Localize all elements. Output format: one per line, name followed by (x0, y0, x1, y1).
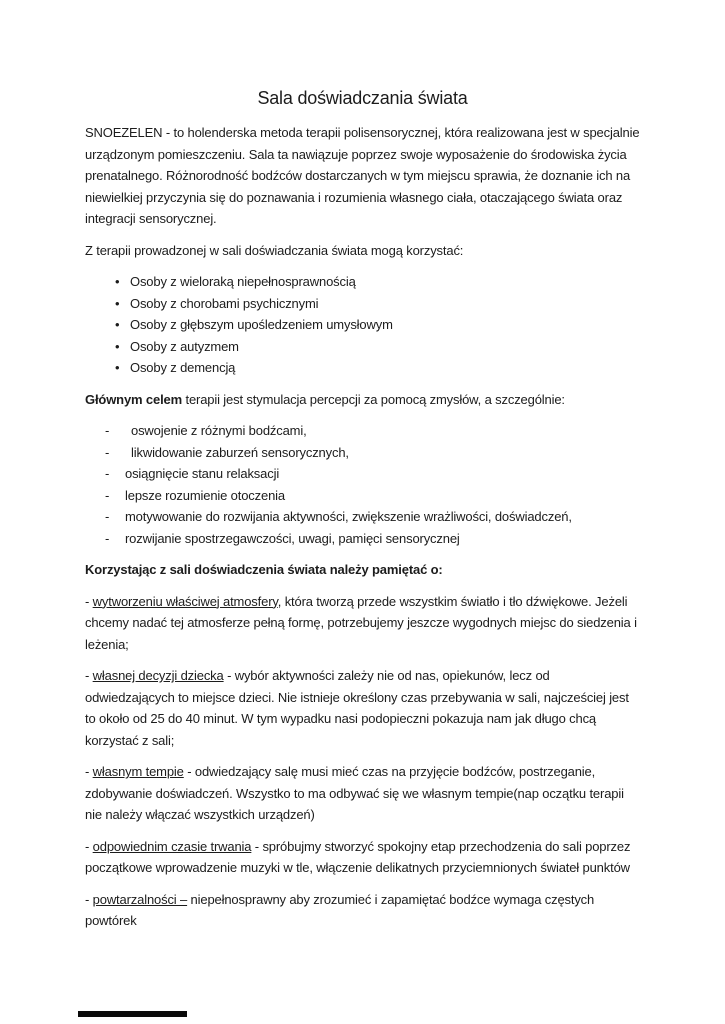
list-item-text: lepsze rozumienie otoczenia (125, 487, 285, 503)
goals-lead-rest: terapii jest stymulacja percepcji za pomocą zmysłów, a szczególnie: (182, 391, 565, 407)
rule-term-underlined: odpowiednim czasie trwania (92, 838, 252, 854)
rule-paragraph-child-decision (85, 665, 640, 751)
rule-paragraph-duration (85, 836, 640, 879)
list-item-text: oswojenie z różnymi bodźcami, (131, 423, 307, 438)
bullet-icon: • (115, 295, 120, 311)
users-list (85, 271, 640, 379)
list-item (85, 293, 640, 315)
list-item-text: likwidowanie zaburzeń sensorycznych, (131, 444, 349, 460)
list-item (85, 442, 640, 464)
list-item-text: Osoby z głębszym upośledzeniem umysłowym (130, 317, 393, 332)
rule-text: , która tworzą przede wszystkim światło i tło dźwiękowe. Jeżeli chcemy nadać tej atmosferze pełną formę, potrzebujemy jeszcze wygodnych miejsc do siedzenia i leżenia; (85, 593, 637, 652)
intro-paragraph: SNOEZELEN - to holenderska metoda terapii polisensorycznej, która realizowana jest w specjalnie urządzonym pomieszczeniu. Sala ta nawiązuje poprzez swoje wyposażenie do środowiska życia prenatalnego. Różnorodność bodźców dostarczanych w tym miejscu sprawia, że doznanie ich na niewielkiej przyczynia się do poznawania i rozumienia własnego ciała, otaczającego świata oraz integracji sensorycznej. (85, 125, 640, 226)
dash-icon: - (105, 487, 110, 503)
rule-term-underlined: powtarzalności – (92, 891, 188, 907)
list-item-text: osiągnięcie stanu relaksacji (125, 466, 280, 481)
bullet-icon: • (115, 317, 120, 332)
list-item (85, 506, 640, 528)
list-item-text: Osoby z wieloraką niepełnosprawnością (130, 274, 356, 289)
list-item-text: motywowanie do rozwijania aktywności, zwiększenie wrażliwości, doświadczeń, (125, 509, 572, 524)
bullet-icon: • (115, 274, 120, 289)
list-item (85, 336, 640, 358)
list-item (85, 420, 640, 442)
rules-heading: Korzystając z sali doświadczenia świata należy pamiętać o: (85, 562, 443, 577)
list-item (85, 528, 640, 550)
rule-paragraph-own-pace (85, 761, 640, 826)
list-item-text: Osoby z demencją (130, 360, 236, 375)
rule-dash: - (85, 668, 93, 683)
dash-icon: - (105, 466, 110, 481)
rule-dash: - (85, 593, 93, 609)
dash-icon: - (105, 509, 110, 524)
dash-icon: - (105, 530, 110, 546)
rule-text: niepełnosprawny aby zrozumieć i zapamiętać bodźce wymaga częstych powtórek (85, 891, 595, 928)
dash-icon: - (105, 444, 110, 460)
bullet-icon: • (115, 338, 120, 354)
rule-paragraph-repetition (85, 889, 640, 932)
rule-term-underlined: wytworzeniu właściwej atmosfery (92, 593, 278, 609)
list-item (85, 271, 640, 293)
dash-icon: - (105, 423, 110, 438)
page-title: Sala doświadczania świata (257, 88, 468, 108)
list-item-text: rozwijanie spostrzegawczości, uwagi, pamięci sensorycznej (125, 530, 460, 546)
goals-lead (85, 389, 640, 411)
list-item (85, 314, 640, 336)
next-page-edge-bar (78, 1011, 187, 1017)
rule-text: - odwiedzający salę musi mieć czas na przyjęcie bodźców, postrzeganie, zdobywanie doświadczeń. Wszystko to ma odbywać się we własnym tempie(nap oczątku terapii nie należy włączać wszystkich urządzeń) (85, 764, 624, 822)
rule-text: - wybór aktywności zależy nie od nas, opiekunów, lecz od odwiedzających to miejsce dzieci. Nie istnieje określony czas przebywania w sali, najcześciej jest to około od 25 do 40 minut. W tym wypadku nasi podopieczni pokazuja nam jak długo chcą korzystać z sali; (85, 668, 629, 748)
list-item-text: Osoby z chorobami psychicznymi (130, 295, 319, 311)
rule-term-underlined: własnej decyzji dziecka (92, 668, 224, 683)
list-item (85, 463, 640, 485)
rule-dash: - (85, 838, 93, 854)
rule-dash: - (85, 891, 93, 907)
list-item (85, 485, 640, 507)
rule-term-underlined: własnym tempie (92, 764, 184, 779)
users-heading: Z terapii prowadzonej w sali doświadczania świata mogą korzystać: (85, 242, 464, 258)
rule-text: - spróbujmy stworzyć spokojny etap przechodzenia do sali poprzez początkowe wprowadzenie muzyki w tle, włączenie delikatnych przyciemnionych świateł punktów (85, 838, 631, 875)
rule-paragraph-atmosphere (85, 591, 640, 656)
list-item (85, 357, 640, 379)
goals-lead-bold: Głównym celem (85, 391, 183, 407)
rule-dash: - (85, 764, 93, 779)
goals-list (85, 420, 640, 549)
list-item-text: Osoby z autyzmem (130, 338, 239, 354)
bullet-icon: • (115, 360, 120, 375)
